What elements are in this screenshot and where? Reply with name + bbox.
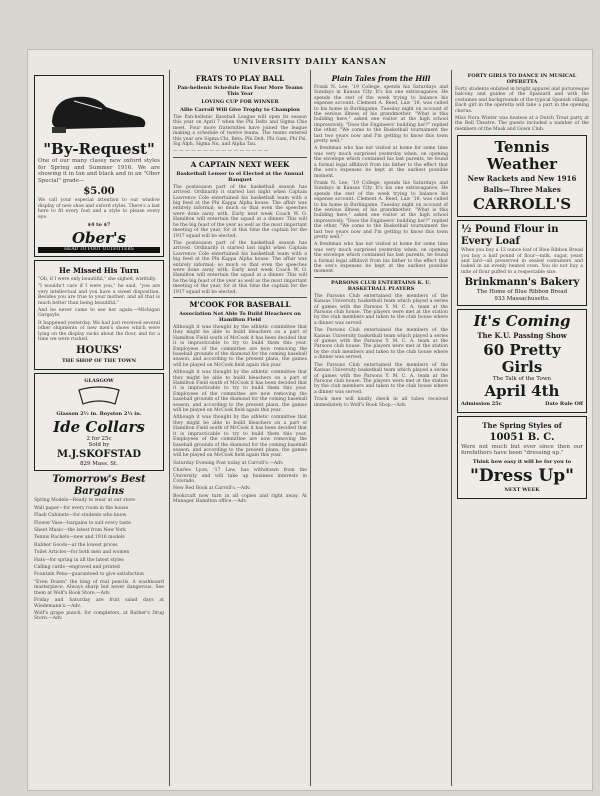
houks-brand: HOUKS' [76,344,122,356]
cup-subhead: Allie Carroll Will Give Trophy to Champion [180,107,300,113]
shoe-price-range: $4 to $7 [87,222,111,229]
parsons-body: The Parsons Club entertained the members of the Kansas University basketball team which played a series of games with the Parsons Y. M. C. A. team at the Parsons club house. The players were met at the station by the club members and taken to the club house where a dinner was served. [314,362,448,395]
bargains-list [34,498,164,577]
passing-date: April 4th [484,381,560,400]
parsons-body: The Parsons Club entertained the members of the Kansas University basketball team which played a series of games with the Parsons Y. M. C. A. team at the Parsons club house. The players were met at the station by the club members and taken to the club house where a dinner was served. [314,293,448,326]
track-footer: Track men will kindly check in all tubes received immediately to Wolf's Book Shop.—Adv. [314,397,448,408]
bargain-item: Rubber Goods—at the lowest prices [34,542,118,548]
passing-headline: It's Coming [473,312,571,331]
column-rule [310,70,311,786]
column-1 [32,72,166,784]
houks-text: It happened yesterday. We had just received several other shipments of new men's shoes which were lying on the display racks about the floor, and for a time we were rushed. [38,320,160,343]
flour-ad [457,220,587,306]
bargain-item: Calling cards—engraved and printed [34,565,120,571]
collar-store: M.J.SKOFSTAD [57,448,141,460]
column-rule [169,70,170,786]
passing-line: The Talk of the Town [492,376,552,383]
tennis-headline: Tennis Weather [486,138,558,174]
houks-headline: He Missed His Turn [59,266,139,276]
mcook-footer: Saturday Evening Post today at Carroll's.—Adv. [173,460,284,466]
plain-tales-body: Frank N. Lee, '19 College, spends his Saturdays and Sundays in Kansas City. It's his one extravagance. He spends the rest of the week trying to balance his expense account. Clement A. Reed, Law '16, was called to his home in Burlingame, Tuesday night on account of the serious illness of his grandmother. "What is this building here," asked one visitor at the high school impressively. "Does the Engineers' building bar?" replied the other. "We come to the Basketball tournament the last two years now and I'm getting to know this town pretty well." [314,180,448,240]
captain-subhead: Basketball Lenser to el Elected at the Annual Banquet [176,170,304,183]
bargain-item: Sheet Music—the latest from New York [34,528,126,534]
masthead: UNIVERSITY DAILY KANSAN [233,56,387,66]
filler-text: — — — — — — — — — — — — — — — — [173,149,269,155]
bargain-item: Toilet Articles—for both men and women [34,550,130,556]
bargain-item: Hats—for spring in all the latest styles [34,557,124,563]
shoe-line: We call your especial attention to our window display of new shoe and oxford styles. There's a last here to fit every foot and a style to please every eye. [38,198,160,220]
houks-tagline: THE SHOP OF THE TOWN [61,357,137,364]
passing-show-ad [457,309,587,413]
plain-tales-body: Frank N. Lee, '19 College, spends his Saturdays and Sundays in Kansas City. It's his one extravagance. He spends the rest of the week trying to balance his expense account. Clement A. Reed, Law '16, was called to his home in Burlingame, Tuesday night on account of the serious illness of his grandmother. "What is this building here," asked one visitor at the high school impressively. "Does the Engineers' building bar?" replied the other. "We come to the Basketball tournament the last two years now and I'm getting to know this town pretty well." [314,85,448,145]
mcook-body: Although it was thought by the athletic committee that they might be able to build bleachers on a part of Hamilton Field south of McCook it has been decided that it is impracticable to try to build them this year. Employees of the committee are now removing the baseball grounds of the diamond for the coming baseball season, and according to the present plans, the games will be played on McCook field again this year. [173,415,307,459]
spring-styles-ad [457,416,587,499]
mcook-footer: Charles Lyon, '17 Law, has withdrawn from the University and will take up business interests in Colorado. [173,468,307,484]
plain-tales-headline: Plain Tales from the Hill [331,74,431,83]
misc-note: Miss Nora Winter was hostess at a Dutch Treat party at the Bell Theatre. The guests included a number of the members of the Mask and Gown Club. [455,116,589,132]
bakery-address: 933 Massachusetts. [494,295,550,302]
spring-line: 10051 B. C. [489,431,555,443]
captain-body: The postseason part of the basketball season has arrived. Ordinarily it started last night when Captain Lawrence Cole entertained his basketball team with a big feed at the Phi Kappa Alpha house. The affair was entirely informal; so much so that even the speeches were done away with. Early next week Coach W. O. Hamilton will entertain the squad at a dinner. This will be the big feast of the year as well as the most important meeting of the year, for at this time the captain for the 1917 squad will be elected. [173,184,307,239]
shoe-illustration-icon [44,79,154,139]
passing-line: 60 Pretty Girls [483,341,561,377]
houks-ad [34,260,164,369]
bargain-item: Wall paper—for every room in the house [34,505,129,511]
mcook-body: Although it was thought by the athletic committee that they might be able to build bleachers on a part of Hamilton Field south of McCook it has been decided that it is impracticable to try to build them this year. Employees of the committee are now removing the baseball grounds of the diamond for the coming baseball season, and according to the present plans, the games will be played on McCook field again this year. [173,324,307,368]
dress-up-footer: NEXT WEEK [504,486,540,493]
tennis-line: Balls—Three Makes [483,185,561,195]
passing-footer [461,400,583,409]
tennis-line: New Rackets and New 1916 [467,174,577,184]
shoe-line: One of our many classy new oxford styles for Spring and Summer 1916. We are showing it in tan and black and in an "Ober Special" grade— [38,158,160,184]
bargain-item: Flash Cabinets—for students who know [34,513,127,519]
houks-text: "I wouldn't care if I were you," he said, "you are very intellectual and you have a sweet disposition. Besides you are true to your mother; and all that is much better than being beautiful." [38,284,160,306]
bakery-name: Brinkmann's Bakery [464,277,580,289]
shoe-headline: "By-Request" [43,140,155,159]
mcook-body: Although it was thought by the athletic committee that they might be able to build bleachers on a part of Hamilton Field south of McCook it has been decided that it is impracticable to try to build them this year. Employees of the committee are now removing the baseball grounds of the diamond for the coming baseball season, and according to the present plans, the games will be played on McCook field again this year. [173,370,307,414]
bargain-item: Tennis Rackets—new and 1916 models [34,535,125,541]
tennis-store: CARROLL'S [472,195,572,214]
mcook-footer: Bookcraft now turn in all copies and right away. At Manager Hamilton office.—Adv. [173,493,307,505]
collar-address: 829 Mass. St. [79,460,119,467]
bargain-item: Flower Vase—bargains to suit every taste [34,520,131,526]
passing-line: The K.U. Passing Show [477,331,567,341]
spring-line: Think how easy it will be for you to [472,458,572,465]
column-4 [455,72,589,784]
collar-name: Ide Collars [53,417,145,436]
parsons-body: The Parsons Club entertained the members of the Kansas University basketball team which played a series of games with the Parsons Y. M. C. A. team at the Parsons club house. The players were met at the station by the club members and taken to the club house where a dinner was served. [314,328,448,361]
houks-text: And he never came to see her again.—Michigan Gargoyle. [38,308,160,319]
mcook-subhead: Association Not Able To Build Bleachers on Hamilton Field [179,310,301,323]
bargains-section [34,474,164,621]
houks-text: "Oh, if I were only beautiful," she sighed, wistfully. [38,277,157,283]
cup-headline: LOVING CUP FOR WINNER [201,99,279,105]
bargains-headline: Tomorrow's Best Bargains [52,474,146,498]
frats-subhead: Pan-hellenic Schedule Has Four More Teams This Year [177,85,303,97]
forty-girls-body: Forty students enlisted in bright apparel and picturesque balcony and guides of the Spaniard and with the costumes and backgrounds of the typical Spanish village. Each girl in the operetta will take a part in the opening chorus. [455,87,589,114]
flour-headline: ½ Pound Flour in Every Loaf [461,224,559,248]
ober-logo: Ober's [71,229,127,248]
captain-headline: A CAPTAIN NEXT WEEK [190,159,290,169]
collar-brand: GLASGOW [84,377,114,384]
bargains-footer: Wolf's grape punch, for completers, at Barber's Drug Store.—Adv. [34,610,164,622]
forty-girls-headline: FORTY GIRLS TO DANCE IN MUSICAL OPERETTA [467,73,577,85]
shoe-ad [34,75,164,257]
mcook-footer: New Red Book at Carroll's.—Adv. [173,486,251,492]
spring-line: Were not much but ever since then our forefathers have been "dressing up." [461,443,583,457]
parsons-headline: PARSONS CLUB ENTERTAINS K. U. BASKETBALL PLAYERS [331,279,431,292]
ober-tagline: HEAD TO FOOT OUTFITTERS [38,247,160,253]
bargains-footer: "Even Dozen" the king of real pencils. A washboard masterpiece. Always sharp but never dangerous. See them at Wolf's Book Store.—Adv. [34,579,164,596]
column-2 [173,72,307,784]
collar-illustration-icon [69,386,129,408]
bargain-item: Spring Models—Ready to wear at our store [34,498,135,504]
collar-price: 2 for 25c [86,435,112,442]
captain-body: The postseason part of the basketball season has arrived. Ordinarily it started last night when Captain Lawrence Cole entertained his basketball team with a big feed at the Phi Kappa Alpha house. The affair was entirely informal; so much so that even the speeches were done away with. Early next week Coach W. O. Hamilton will entertain the squad at a dinner. This will be the big feast of the year as well as the most important meeting of the year, for at this time the captain for the 1917 squad will be elected. [173,240,307,295]
mcook-headline: M'COOK FOR BASEBALL [189,299,291,309]
plain-tales-body: A freshman who has not visited at home for some time was very much surprised yesterday when, on opening the envelope which contained his last parents, he found a formal legal affidavit from his father to the effect that the son's expenses be kept at the earliest possible moment. [314,242,448,275]
collar-sizes: Glasson 2½ in. Royston 2¼ in. [56,410,142,417]
bargains-footer: Friday and Saturday are fruit salad days at Wiedemann's.—Adv. [34,598,164,609]
frats-body: The Pan-hellenic Baseball League will open its season this year on April 7 when the Phi Delts and Sigma Chis meet. Four more fraternities have joined the league making a schedule of twelve teams. The teams entered this year are Sigma Chi, Beta, Phi Delt, Phi Gam, Phi Psi, Sig Alph, Sigma Nu, and Alpha Tau. [173,115,307,148]
spring-line: The Spring Styles of [482,420,562,430]
passing-admission: Admission 25c [461,400,502,407]
column-rule [451,70,452,786]
collar-ad [34,373,164,472]
bargain-item: Fountain Pens—guaranteed to give satisfaction [34,572,144,578]
tennis-ad [457,135,587,217]
collar-sold-by: Sold by [88,442,110,449]
frats-headline: FRATS TO PLAY BALL [195,74,285,83]
plain-tales-body: A freshman who has not visited at home for some time was very much surprised yesterday when, on opening the envelope which contained his last parents, he found a formal legal affidavit from his father to the effect that the son's expenses be kept at the earliest possible moment. [314,146,448,179]
bakery-tagline: The Home of Blue Ribbon Bread [476,289,568,296]
dress-up-headline: "Dress Up" [469,465,574,486]
column-3 [314,72,448,784]
newspaper-page [28,50,592,790]
flour-body: When you buy a 12 ounce loaf of Blue Ribbon Bread you buy a half pound of flour—milk, sugar, yeast and lard—all preserved in sealed containers and baked in an evenly heated oven. You do not buy a mite of flour puffed to a respectable size. [461,248,583,275]
shoe-price: $5.00 [83,186,115,198]
passing-rule: Date Rule Off [545,400,583,407]
